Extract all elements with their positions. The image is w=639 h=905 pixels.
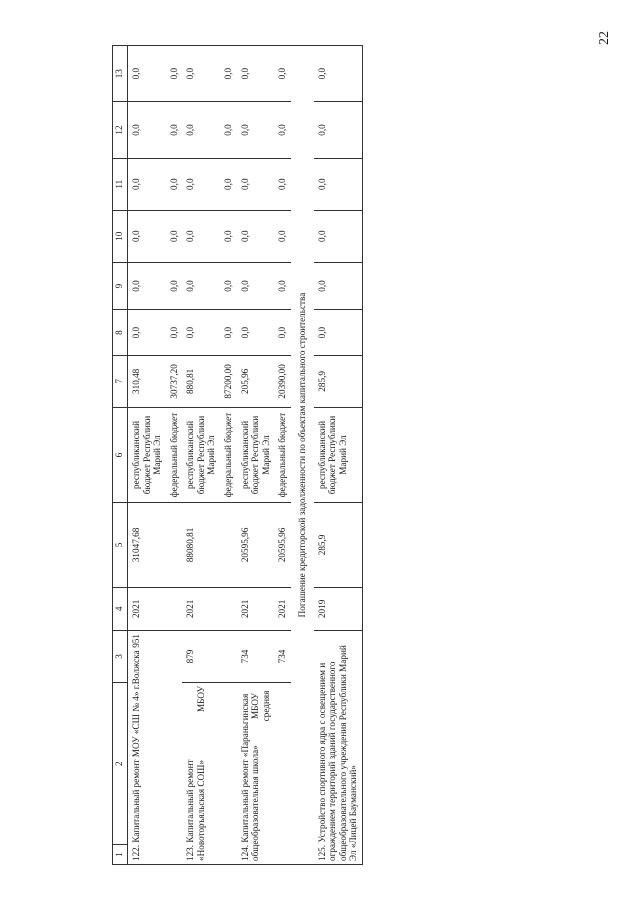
row-number: 124. [239, 844, 250, 861]
value: 0,0 [128, 102, 166, 158]
value: 0,0 [274, 310, 291, 356]
total: 31047,68 [128, 503, 183, 588]
value: 0,0 [166, 310, 183, 356]
value: 0,0 [314, 262, 363, 310]
object-name: Капитальный ремонт «Параньгинская общеобразовательная школа» [239, 693, 261, 861]
table-row [237, 46, 275, 865]
col-header: 11 [113, 158, 128, 210]
header-row [113, 46, 128, 865]
year: 2021 [182, 587, 236, 630]
funding-source: федеральный бюджет [274, 407, 291, 502]
value: 0,0 [237, 46, 275, 102]
col-header: 5 [113, 503, 128, 588]
amount: 310,48 [128, 355, 166, 407]
col-header: 4 [113, 587, 128, 630]
value: 0,0 [182, 102, 220, 158]
value: 0,0 [220, 46, 237, 102]
col-header: 12 [113, 102, 128, 158]
col-header: 8 [113, 310, 128, 356]
value: 0,0 [274, 210, 291, 262]
year: 2021 [274, 587, 291, 630]
value: 0,0 [128, 46, 166, 102]
row-122-name-cell [128, 631, 183, 865]
object-name: Устройство спортивного ядра с освещением и ограждением территорий зданий государственного общеобразовательного учреждения Республики Марий Эл «Лицей Бауманский» [316, 645, 359, 861]
year: 2019 [314, 587, 363, 630]
table-row [128, 46, 166, 865]
object-name: Капитальный ремонт МОУ «СШ № 4» г.Волжска [131, 650, 141, 843]
value: 0,0 [166, 102, 183, 158]
value: 0,0 [274, 158, 291, 210]
value: 0,0 [220, 210, 237, 262]
row-number: 123. [185, 844, 196, 861]
amount: 880,81 [182, 355, 220, 407]
row-125-name-cell [314, 631, 363, 865]
table-row [314, 46, 363, 865]
col-header: 6 [113, 407, 128, 502]
value: 0,0 [274, 262, 291, 310]
value: 0,0 [314, 158, 363, 210]
value: 0,0 [314, 46, 363, 102]
section-heading: Погашение кредиторской задолженности по объектам капитального строительства [291, 46, 314, 865]
total: 20595,96 [237, 503, 275, 588]
value: 0,0 [220, 310, 237, 356]
col-header: 7 [113, 355, 128, 407]
value: 0,0 [182, 262, 220, 310]
value: 0,0 [314, 210, 363, 262]
row-number: 122. [131, 844, 141, 861]
value: 0,0 [182, 158, 220, 210]
value: 0,0 [128, 310, 166, 356]
amount: 30737,20 [166, 355, 183, 407]
value: 0,0 [182, 310, 220, 356]
col-header: 13 [113, 46, 128, 102]
value: 0,0 [182, 46, 220, 102]
amount: 20390,00 [274, 355, 291, 407]
org-type: МБОУ [195, 686, 206, 713]
value: 0,0 [314, 310, 363, 356]
value: 0,0 [166, 46, 183, 102]
code: 951 [131, 634, 141, 648]
value: 0,0 [237, 310, 275, 356]
code: 879 [182, 631, 236, 683]
value: 0,0 [166, 262, 183, 310]
funding-source: федеральный бюджет [166, 407, 183, 502]
year: 2021 [128, 587, 183, 630]
year: 2021 [237, 587, 275, 630]
value: 0,0 [166, 210, 183, 262]
value: 0,0 [237, 158, 275, 210]
value: 0,0 [220, 262, 237, 310]
page-number: 22 [597, 31, 612, 45]
value: 0,0 [237, 210, 275, 262]
object-name: Капитальный ремонт «Новоторъяльская СОШ» [185, 759, 206, 861]
col-header: 2 [113, 683, 128, 846]
funding-source: республиканский бюджет Республики Марий Эл [237, 407, 275, 502]
amount: 205,96 [237, 355, 275, 407]
amount: 285,9 [314, 355, 363, 407]
total: 88080,81 [182, 503, 236, 588]
row-124-name-cell [237, 683, 291, 865]
code: 734 [274, 631, 291, 683]
funding-source: республиканский бюджет Республики Марий Эл [314, 407, 363, 502]
value: 0,0 [128, 158, 166, 210]
value: 0,0 [220, 158, 237, 210]
value: 0,0 [237, 102, 275, 158]
funding-source: республиканский бюджет Республики Марий Эл [128, 407, 166, 502]
section-row [291, 46, 314, 865]
row-number: 125. [316, 844, 327, 861]
code: 734 [237, 631, 275, 683]
col-header: 3 [113, 631, 128, 683]
value: 0,0 [182, 210, 220, 262]
value: 0,0 [128, 262, 166, 310]
funding-source: республиканский бюджет Республики Марий Эл [182, 407, 220, 502]
total: 20595,96 [274, 503, 291, 588]
total: 285,9 [314, 503, 363, 588]
value: 0,0 [274, 102, 291, 158]
value: 0,0 [166, 158, 183, 210]
budget-table [112, 45, 363, 865]
value: 0,0 [128, 210, 166, 262]
rotated-table-wrapper [112, 45, 639, 865]
row-123-name-cell [182, 683, 236, 865]
table-row [182, 46, 220, 865]
value: 0,0 [237, 262, 275, 310]
org-type: МБОУ средняя [250, 690, 271, 722]
col-header: 9 [113, 262, 128, 310]
amount: 87200,00 [220, 355, 237, 407]
col-header: 1 [113, 845, 128, 865]
value: 0,0 [314, 102, 363, 158]
funding-source: федеральный бюджет [220, 407, 237, 502]
value: 0,0 [274, 46, 291, 102]
value: 0,0 [220, 102, 237, 158]
col-header: 10 [113, 210, 128, 262]
